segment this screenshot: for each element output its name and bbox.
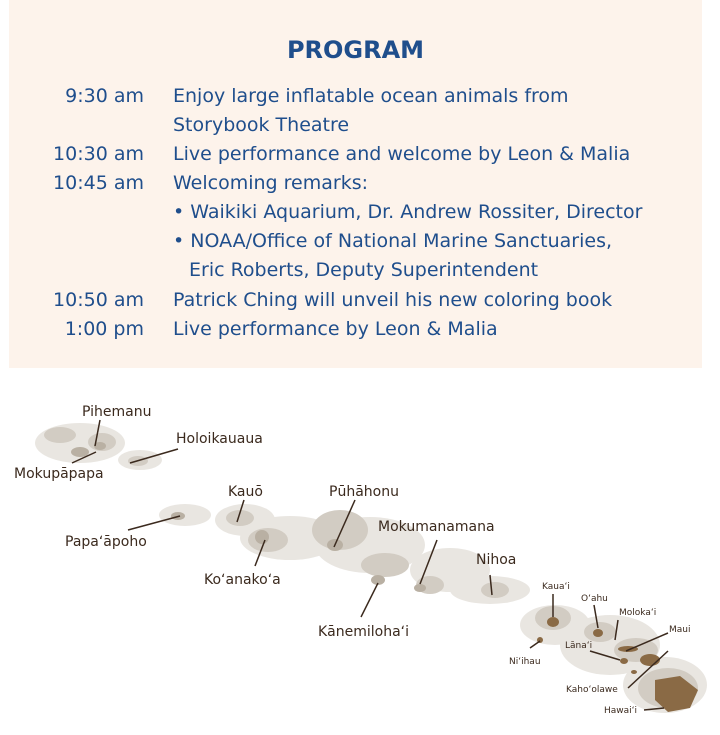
shoals	[35, 423, 707, 713]
program-desc	[173, 169, 693, 285]
program-time: 9:30 am	[65, 85, 144, 107]
program-line: Storybook Theatre	[173, 114, 350, 136]
program-time: 10:30 am	[53, 143, 144, 165]
label-lanai: Lānaʻi	[565, 641, 593, 651]
program-desc	[173, 286, 693, 315]
program-desc	[173, 140, 693, 169]
program-desc	[173, 82, 693, 140]
program-line: • NOAA/Office of National Marine Sanctuaries,	[173, 230, 613, 252]
label-oahu: Oʻahu	[581, 594, 608, 604]
program-panel	[9, 0, 702, 368]
label-kauo: Kauō	[228, 484, 263, 500]
program-line: • Waikiki Aquarium, Dr. Andrew Rossiter, Director	[173, 201, 643, 223]
program-title: PROGRAM	[286, 36, 425, 64]
label-koanakoa: Koʻanakoʻa	[204, 572, 281, 588]
label-kahoolawe: Kahoʻolawe	[566, 685, 618, 695]
program-time: 10:45 am	[53, 172, 144, 194]
program-line: Live performance by Leon & Malia	[173, 318, 498, 340]
label-nihoa: Nihoa	[476, 552, 517, 568]
label-kauai: Kauaʻi	[542, 582, 570, 592]
program-line: Live performance and welcome by Leon & Malia	[173, 143, 631, 165]
label-puhahonu: Pūhāhonu	[329, 484, 399, 500]
label-kanemilohai: Kānemilohaʻi	[318, 624, 410, 640]
program-line: Patrick Ching will unveil his new coloring book	[173, 289, 613, 311]
label-maui: Maui	[669, 625, 691, 635]
label-holoikauaua: Holoikauaua	[176, 431, 263, 447]
label-papaapoho: Papaʻāpoho	[65, 534, 147, 550]
program-line: Enjoy large inflatable ocean animals from	[173, 85, 569, 107]
label-niihau: Niʻihau	[509, 657, 541, 667]
program-time: 10:50 am	[53, 289, 144, 311]
label-mokupapapa: Mokupāpapa	[14, 466, 104, 482]
hawaiian-archipelago-map	[0, 368, 720, 735]
label-mokumanamana: Mokumanamana	[378, 519, 495, 535]
program-time: 1:00 pm	[64, 318, 144, 340]
label-pihemanu: Pihemanu	[82, 404, 152, 420]
label-hawaii: Hawaiʻi	[604, 706, 638, 716]
program-line: Welcoming remarks:	[173, 172, 368, 194]
program-line: Eric Roberts, Deputy Superintendent	[189, 259, 539, 281]
program-desc	[173, 315, 693, 344]
label-molokai: Molokaʻi	[619, 608, 657, 618]
